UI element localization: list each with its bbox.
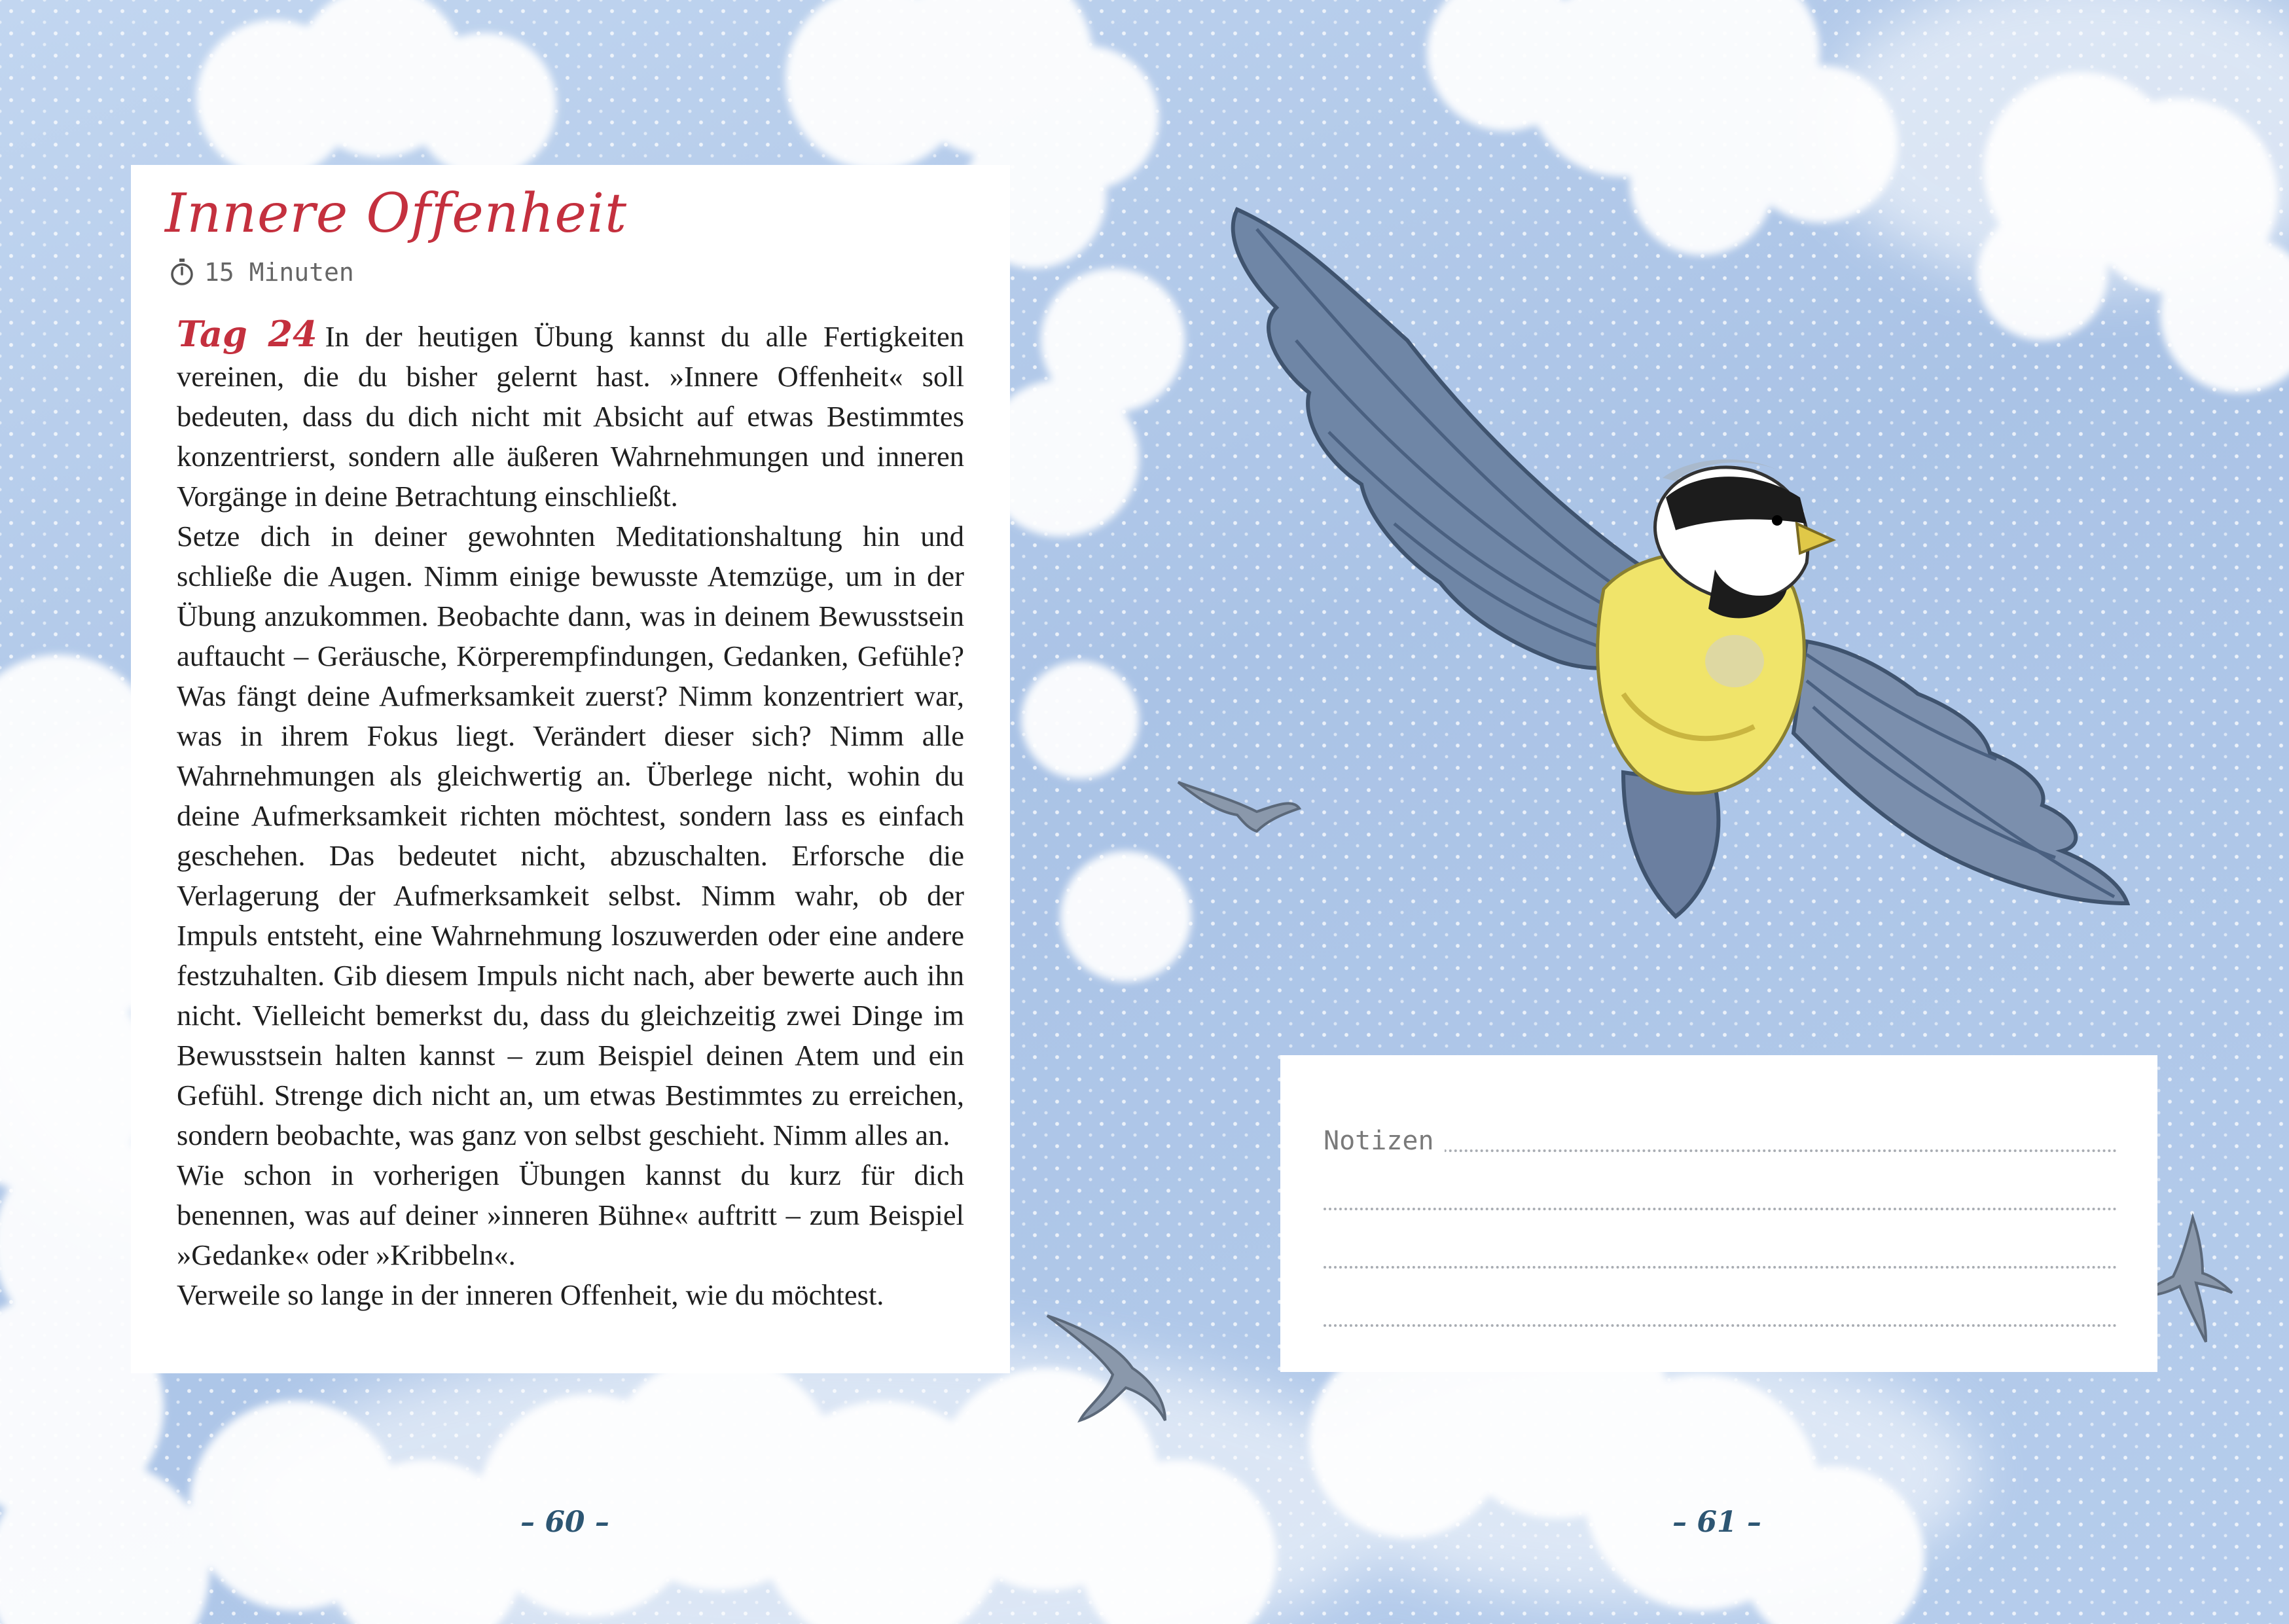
great-tit-illustration bbox=[1233, 209, 2127, 916]
page-number-left: – 60 – bbox=[520, 1506, 609, 1539]
paragraph-3: Wie schon in vorherigen Übungen kannst du kurz für dich benennen, was auf deiner »inneren Bühne« auftritt – zum Beispiel »Gedanke« oder »Kribbeln«. bbox=[177, 1159, 964, 1271]
exercise-text-card bbox=[131, 165, 1010, 1373]
paragraph-1 bbox=[177, 314, 964, 516]
stopwatch-icon bbox=[169, 258, 195, 287]
duration-line bbox=[169, 254, 964, 291]
duration-text: 15 Minuten bbox=[204, 258, 354, 287]
notes-label: Notizen bbox=[1324, 1126, 1445, 1156]
exercise-body bbox=[177, 314, 964, 1315]
day-label: Tag 24 bbox=[177, 313, 317, 355]
notes-box bbox=[1280, 1055, 2157, 1372]
paragraph-4: Verweile so lange in der inneren Offenheit, wie du möchtest. bbox=[177, 1278, 884, 1311]
exercise-title: Innere Offenheit bbox=[165, 183, 628, 245]
notes-line-1[interactable] bbox=[1324, 1092, 2117, 1156]
paragraph-2: Setze dich in deiner gewohnten Meditationshaltung hin und schließe die Augen. Nimm einige bewusste Atemzüge, um in der Übung anzukommen. Beobachte dann, was in deinem Bewusstsein auftaucht – Geräusche, Körperempfindungen, Gedanken, Gefühle? Was fängt deine Aufmerksamkeit zuerst? Nimm konzentriert war, was in ihrem Fokus liegt. Verändert dieser sich? Nimm alle Wahrnehmungen als gleichwertig an. Überlege nicht, wohin du deine Aufmerksamkeit richten möchtest, sondern lass es einfach geschehen. Das bedeutet nicht, abzuschalten. Erforsche die Verlagerung der Aufmerksamkeit selbst. Nimm wahr, ob der Impuls entsteht, eine Wahrnehmung loszuwerden oder eine andere festzuhalten. Gib diesem Impuls nicht nach, aber bewerte auch ihn nicht. Vielleicht bemerkst du, dass du gleichzeitig zwei Dinge im Bewusstsein halten kannst – zum Beispiel deinen Atem und ein Gefühl. Strenge dich nicht an, um etwas Bestimmtes zu erreichen, sondern beobachte, was ganz von selbst geschieht. Nimm alles an. bbox=[177, 520, 964, 1151]
notes-line-3[interactable] bbox=[1324, 1210, 2117, 1269]
notes-line-4[interactable] bbox=[1324, 1269, 2117, 1327]
notes-line-2[interactable] bbox=[1324, 1152, 2117, 1210]
page-number-right: – 61 – bbox=[1672, 1506, 1761, 1539]
paragraph-1-text: In der heutigen Übung kannst du alle Fertigkeiten vereinen, die du bisher gelernt hast. »Innere Offenheit« soll bedeuten, dass du dich nicht mit Absicht auf etwas Bestimmtes konzentrierst, sondern alle äußeren Wahrnehmungen und inneren Vorgänge in deine Betrachtung einschließt. bbox=[177, 320, 964, 513]
